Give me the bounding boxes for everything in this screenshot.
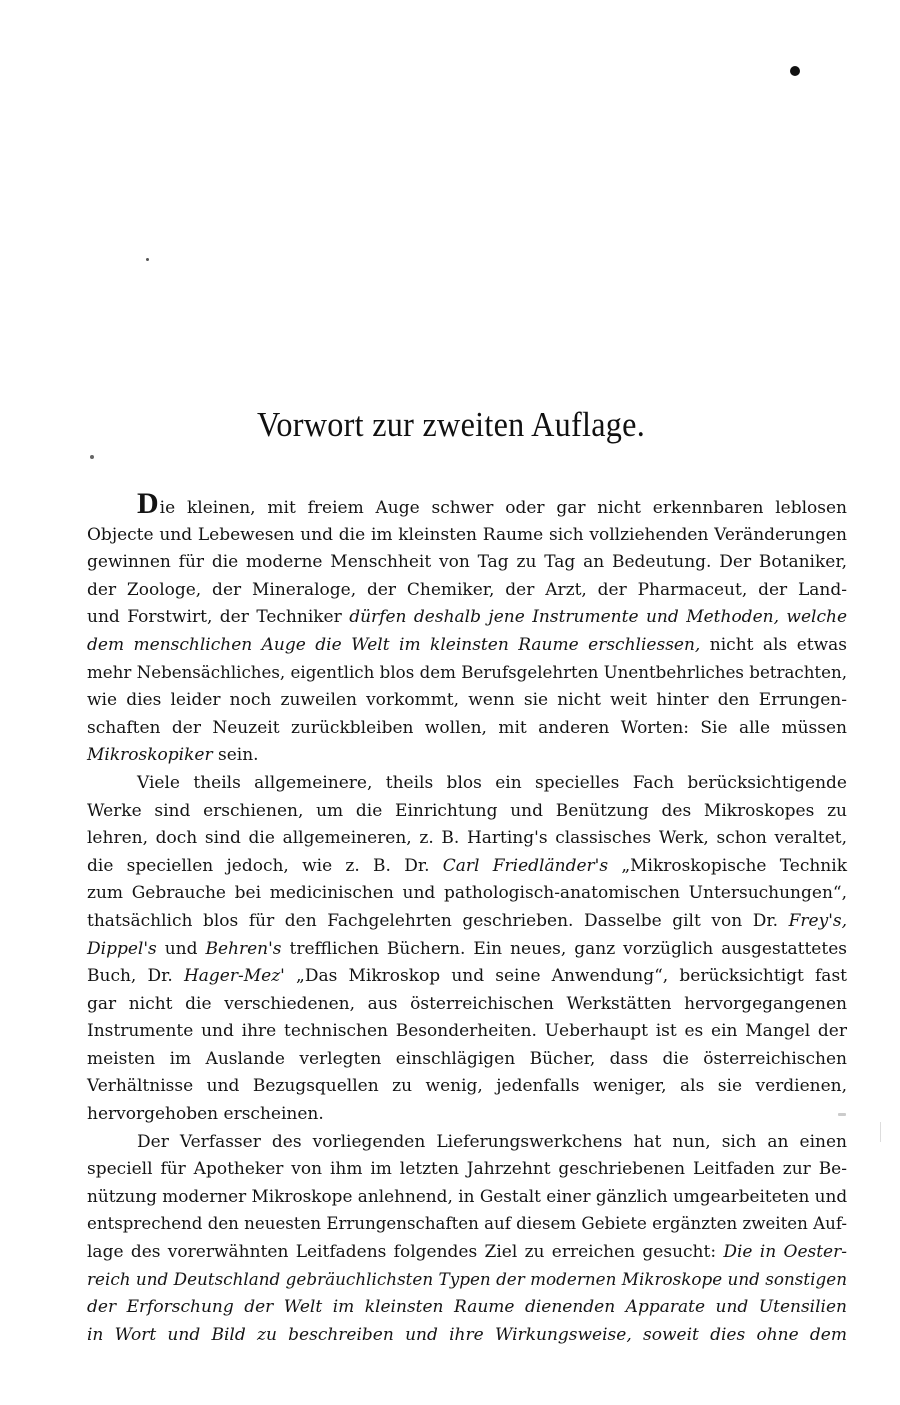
italic-text: Behren's <box>205 938 282 959</box>
text-run: ie kleinen, mit freiem Auge schwer oder gar nicht erkennbaren leblosen <box>159 498 847 518</box>
text-line <box>87 715 847 743</box>
text-run: nicht als etwas <box>700 634 847 655</box>
italic-text: Hager-Mez' <box>183 966 285 987</box>
text-run: mehr Nebensächliches, eigentlich blos dem Berufsgelehrten Unentbehrliches betrachten, <box>87 662 847 683</box>
paragraph <box>87 1129 847 1350</box>
text-line <box>87 522 847 550</box>
text-run: „Mikroskopische Technik <box>608 855 847 876</box>
text-line <box>87 687 847 715</box>
text-line <box>87 798 847 826</box>
text-line <box>87 1184 847 1212</box>
text-line <box>87 963 847 991</box>
text-run: Der Verfasser des vorliegenden Lieferungswerkchens hat nun, sich an einen <box>137 1131 847 1152</box>
ink-speck <box>146 258 149 261</box>
text-run: lehren, doch sind die allgemeineren, z. B. Harting's classisches Werk, schon veraltet, <box>87 828 847 849</box>
text-run: Buch, Dr. <box>87 966 184 987</box>
paragraph <box>87 487 848 770</box>
text-run: hervorgehoben erscheinen. <box>87 1104 324 1125</box>
text-line <box>87 1046 847 1074</box>
text-line <box>87 604 847 632</box>
text-line <box>87 853 847 881</box>
text-line <box>87 1211 847 1239</box>
text-run: Viele theils allgemeinere, theils blos ein specielles Fach berücksichtigende <box>137 772 847 793</box>
italic-text: Die in Oester- <box>723 1242 847 1263</box>
text-run: wie dies leider noch zuweilen vorkommt, wenn sie nicht weit hinter den Errungen- <box>87 690 847 711</box>
text-run: die speciellen jedoch, wie z. B. Dr. <box>87 855 443 876</box>
text-line <box>87 549 847 577</box>
italic-text: Frey's, <box>788 910 847 931</box>
page-title: Vorwort zur zweiten Auflage. <box>257 405 646 444</box>
body-text <box>87 487 848 1349</box>
scan-edge-mark <box>880 1122 881 1142</box>
text-run: Instrumente und ihre technischen Besonderheiten. Ueberhaupt ist es ein Mangel der <box>87 1021 847 1042</box>
text-line <box>87 1156 847 1184</box>
text-line <box>87 742 847 770</box>
text-run: Verhältnisse und Bezugsquellen zu wenig, jedenfalls weniger, als sie verdienen, <box>87 1076 847 1097</box>
italic-text: in Wort und Bild zu beschreiben und ihre Wirkungsweise, soweit dies ohne dem <box>87 1324 847 1345</box>
italic-text: Carl Friedländer's <box>442 855 609 876</box>
text-run: und <box>156 938 206 959</box>
text-run: „Das Mikroskop und seine Anwendung“, berücksichtigt fast <box>284 966 848 987</box>
text-line <box>87 1101 847 1129</box>
ink-speck <box>90 455 94 459</box>
text-run: nützung moderner Mikroskope anlehnend, in Gestalt einer gänzlich umgearbeiteten und <box>87 1186 848 1207</box>
text-line <box>87 770 847 798</box>
text-run: speciell für Apotheker von ihm im letzten Jahrzehnt geschriebenen Leitfaden zur Be- <box>87 1159 847 1180</box>
text-run: schaften der Neuzeit zurückbleiben wollen, mit anderen Worten: Sie alle müssen <box>87 717 847 738</box>
italic-text: Mikroskopiker <box>87 745 213 766</box>
text-line <box>87 991 847 1019</box>
text-run: gewinnen für die moderne Menschheit von Tag zu Tag an Bedeutung. Der Botaniker, <box>87 552 847 573</box>
text-line <box>87 1322 847 1350</box>
text-line <box>87 1294 847 1322</box>
text-run: sein. <box>212 745 259 766</box>
text-line <box>87 487 847 522</box>
text-line <box>87 1239 847 1267</box>
text-run: der Zoologe, der Mineraloge, der Chemiker, der Arzt, der Pharmaceut, der Land- <box>87 579 847 600</box>
text-line <box>87 577 847 605</box>
text-line <box>87 1073 847 1101</box>
italic-text: reich und Deutschland gebräuchlichsten Typen der modernen Mikroskope und sonstigen <box>87 1269 847 1290</box>
italic-text: dem menschlichen Auge die Welt im kleinsten Raume erschliessen, <box>87 634 701 655</box>
text-line <box>87 1018 847 1046</box>
text-run: Werke sind erschienen, um die Einrichtung und Benützung des Mikroskopes zu <box>87 800 847 821</box>
text-run: Objecte und Lebewesen und die im kleinsten Raume sich vollziehenden Veränderungen <box>87 524 847 545</box>
text-run: meisten im Auslande verlegten einschlägigen Bücher, dass die österreichischen <box>87 1048 847 1069</box>
text-run: trefflichen Büchern. Ein neues, ganz vorzüglich ausgestattetes <box>281 938 847 959</box>
italic-text: der Erforschung der Welt im kleinsten Raume dienenden Apparate und Utensilien <box>87 1297 847 1318</box>
text-line <box>87 632 847 660</box>
italic-text: dürfen deshalb jene Instrumente und Methoden, welche <box>349 607 848 628</box>
text-run: zum Gebrauche bei medicinischen und pathologisch-anatomischen Untersuchungen“, <box>87 883 847 904</box>
text-line <box>87 880 847 908</box>
paragraph <box>87 770 847 1129</box>
text-line <box>87 660 847 688</box>
drop-cap: D <box>137 487 159 520</box>
text-line <box>87 908 847 936</box>
text-line <box>87 1129 847 1157</box>
text-run: lage des vorerwähnten Leitfadens folgendes Ziel zu erreichen gesucht: <box>87 1242 724 1263</box>
italic-text: Dippel's <box>87 938 157 959</box>
text-run: und Forstwirt, der Techniker <box>87 607 350 628</box>
text-line <box>87 1267 847 1295</box>
text-line <box>87 825 847 853</box>
text-run: entsprechend den neuesten Errungenschaften auf diesem Gebiete ergänzten zweiten Auf- <box>87 1214 848 1235</box>
text-line <box>87 936 847 964</box>
text-run: thatsächlich blos für den Fachgelehrten geschrieben. Dasselbe gilt von Dr. <box>87 910 789 931</box>
ink-speck <box>790 66 800 76</box>
text-run: gar nicht die verschiedenen, aus österreichischen Werkstätten hervorgegangenen <box>87 993 847 1014</box>
